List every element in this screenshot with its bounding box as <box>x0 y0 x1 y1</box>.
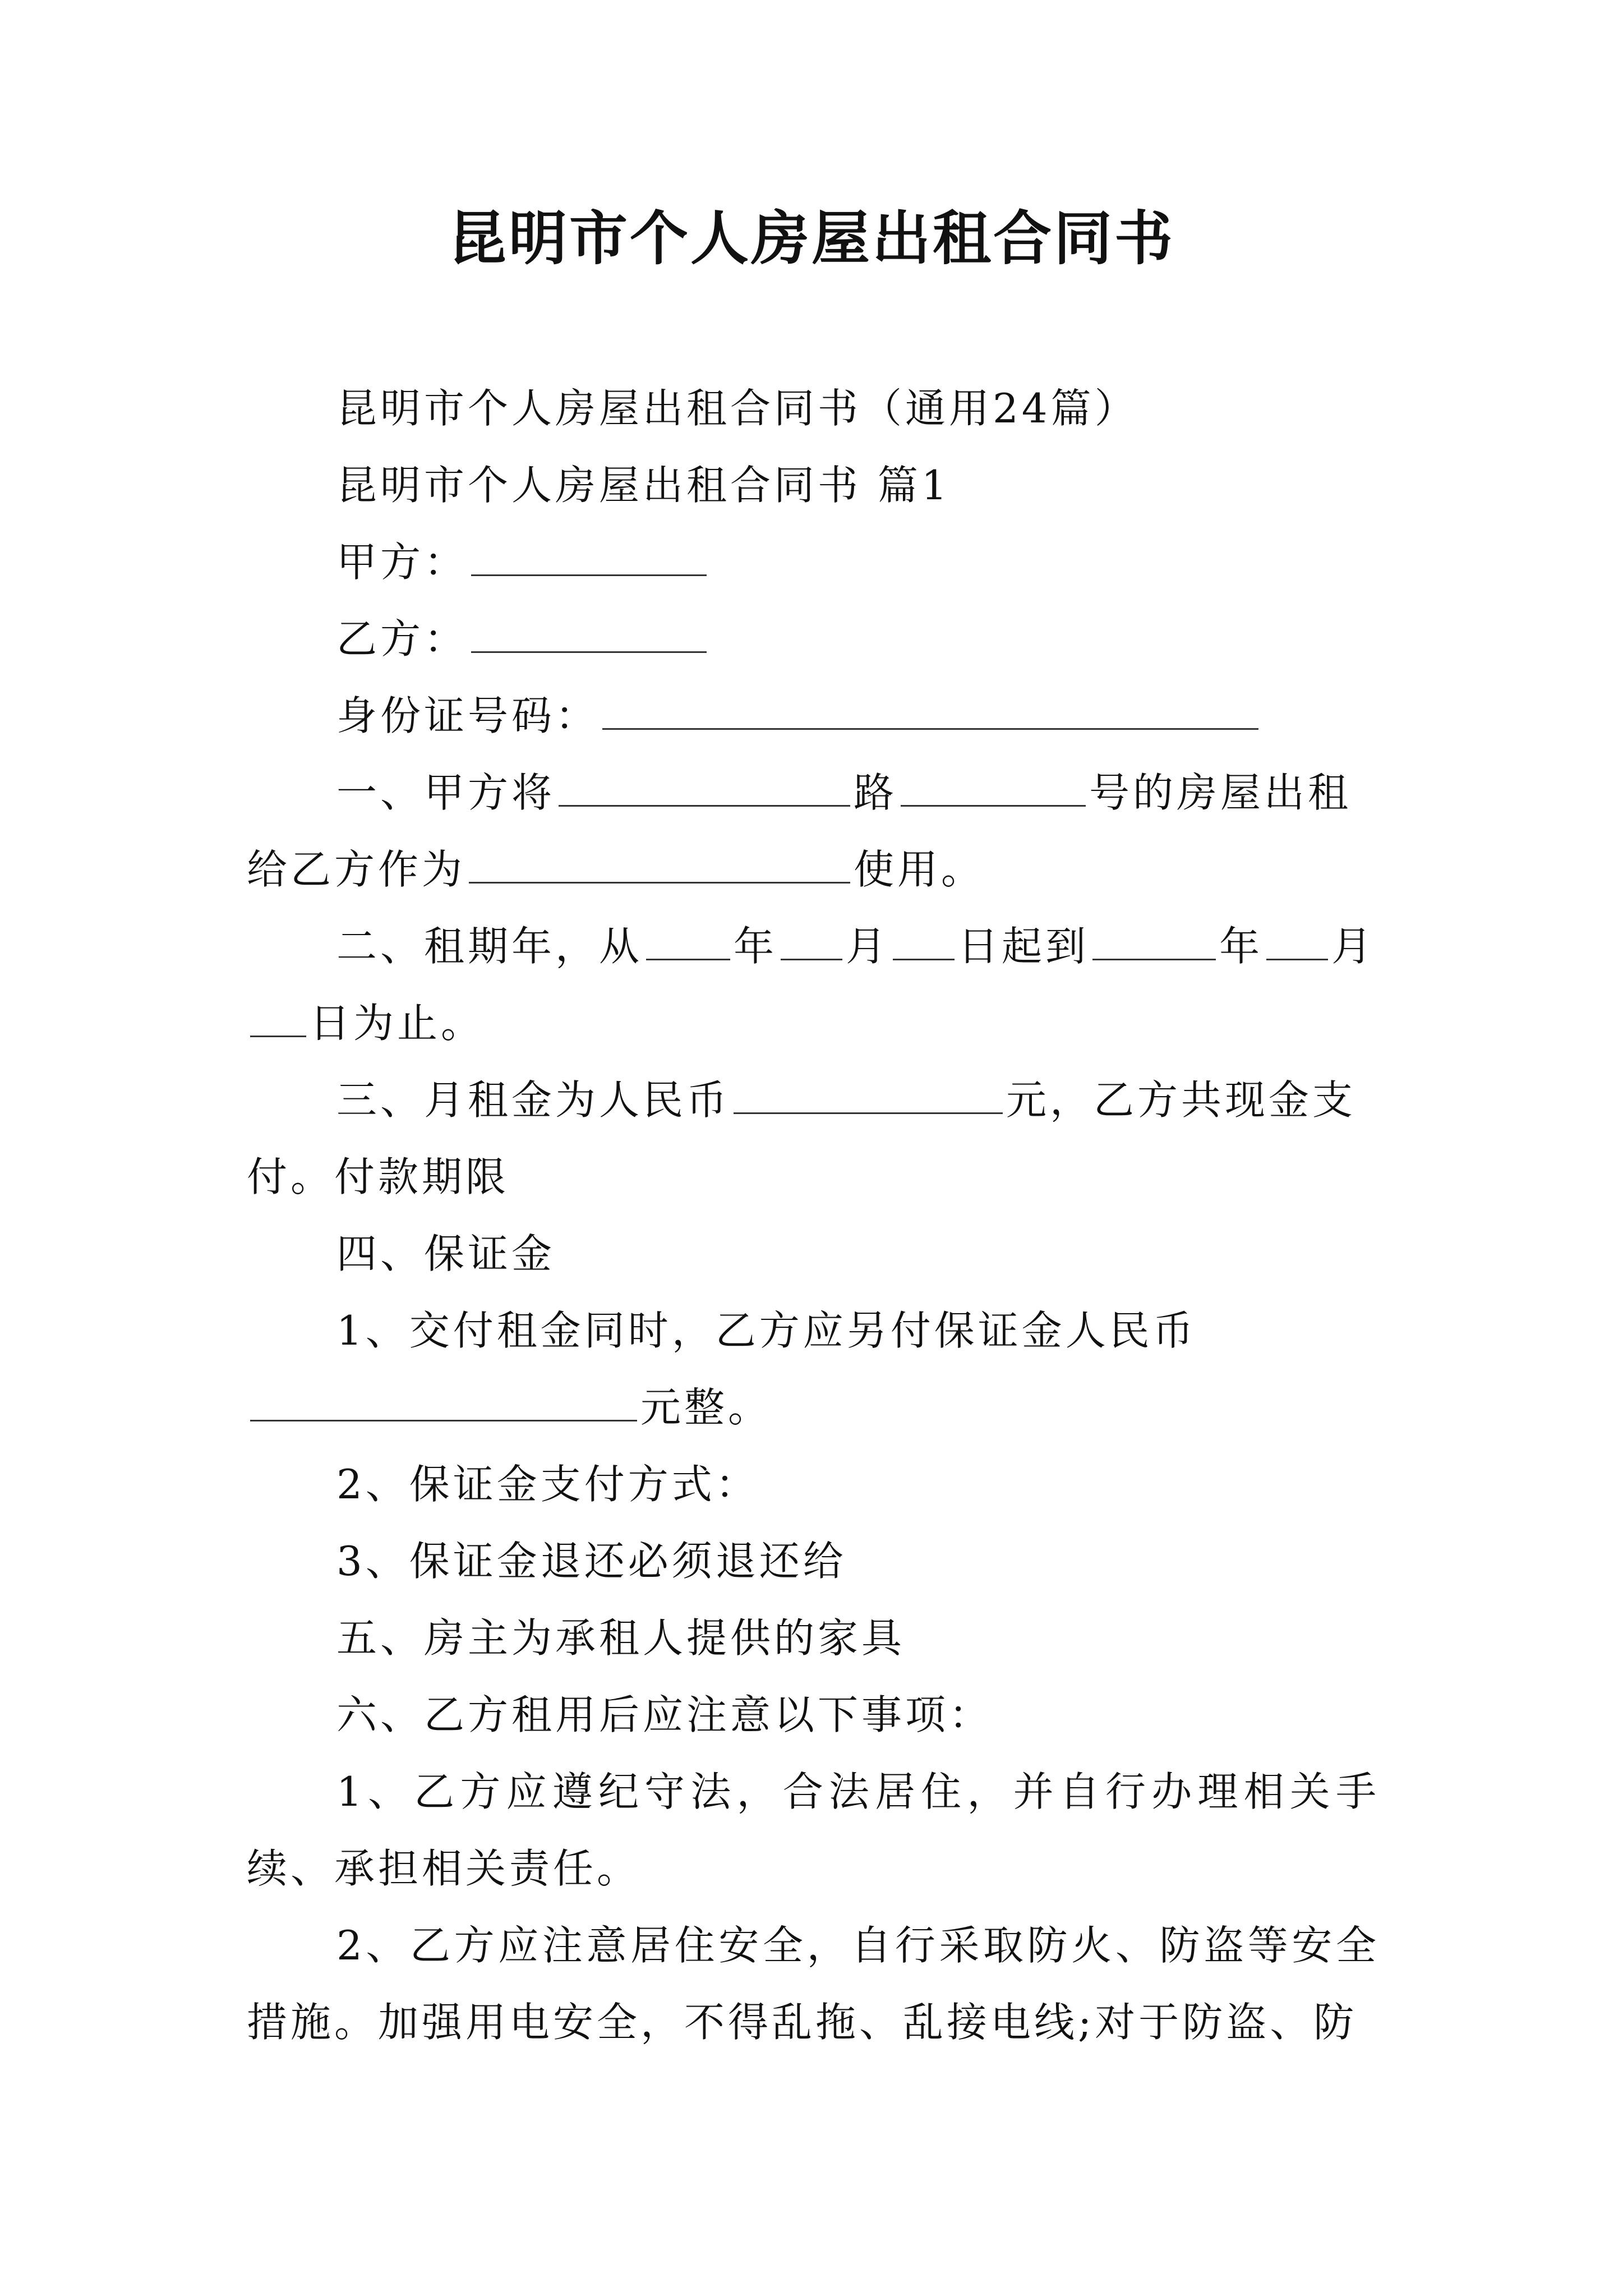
id-line <box>247 678 1380 754</box>
clause-4-heading: 四、保证金 <box>336 1230 556 1277</box>
start-year-blank <box>646 909 730 960</box>
rent-blank <box>734 1063 1003 1114</box>
clause-2-month1: 月 <box>846 923 890 970</box>
end-year-blank <box>1092 909 1216 960</box>
id-blank <box>602 679 1258 730</box>
start-day-blank <box>893 909 955 960</box>
end-month-blank <box>1266 909 1328 960</box>
party-b-blank <box>471 602 707 653</box>
clause-6-1: 1、乙方应遵纪守法，合法居住，并自行办理相关手续、承担相关责任。 <box>247 1768 1380 1892</box>
start-month-blank <box>781 909 842 960</box>
clause-1 <box>247 754 1380 908</box>
clause-2-year2: 年 <box>1219 923 1264 970</box>
clause-1-part3: 号的房屋出租给乙方作为 <box>247 769 1352 893</box>
end-day-blank <box>250 986 306 1037</box>
clause-4-1 <box>247 1292 1380 1446</box>
document-body <box>247 370 1380 2061</box>
party-a-blank <box>471 525 707 576</box>
clause-6-heading: 六、乙方租用后应注意以下事项： <box>336 1691 993 1738</box>
clause-3-part2: 元，乙方共现金支付。付款期限 <box>247 1076 1357 1200</box>
clause-5: 五、房主为承租人提供的家具 <box>336 1614 906 1662</box>
street-blank <box>559 756 850 807</box>
clause-2-end: 日为止。 <box>310 1000 485 1047</box>
clause-4-3: 3、保证金退还必须退还给 <box>336 1538 847 1585</box>
clause-1-part4: 使用。 <box>854 846 985 893</box>
clause-2-month2: 月 <box>1331 923 1376 970</box>
clause-4-2: 2、保证金支付方式： <box>336 1461 759 1508</box>
clause-4-1-part2: 元整。 <box>640 1384 772 1431</box>
clause-2-year1: 年 <box>734 923 778 970</box>
party-b-label: 乙方： <box>336 615 468 662</box>
clause-6-2: 2、乙方应注意居住安全，自行采取防火、防盗等安全措施。加强用电安全，不得乱拖、乱接电线;对于防盗、防 <box>247 1922 1380 2046</box>
clause-2-part1: 二、租期年，从 <box>336 923 643 970</box>
clause-3 <box>247 1062 1380 1216</box>
id-label: 身份证号码： <box>336 692 600 739</box>
subtitle: 昆明市个人房屋出租合同书（通用24篇） <box>336 385 1138 432</box>
clause-4-1-part1: 1、交付租金同时，乙方应另付保证金人民币 <box>336 1307 1197 1354</box>
number-blank <box>901 756 1086 807</box>
party-b-line <box>247 601 1380 678</box>
deposit-blank <box>250 1370 637 1421</box>
clause-2 <box>247 908 1380 1062</box>
clause-3-part1: 三、月租金为人民币 <box>336 1076 731 1124</box>
clause-2-day1: 日起到 <box>958 923 1090 970</box>
section-heading: 昆明市个人房屋出租合同书 篇1 <box>336 462 951 509</box>
party-a-label: 甲方： <box>336 539 468 586</box>
use-blank <box>469 832 850 884</box>
party-a-line <box>247 524 1380 601</box>
document-title: 昆明市个人房屋出租合同书 <box>448 204 1175 273</box>
clause-1-part2: 路 <box>854 769 898 816</box>
clause-1-part1: 一、甲方将 <box>336 769 556 816</box>
